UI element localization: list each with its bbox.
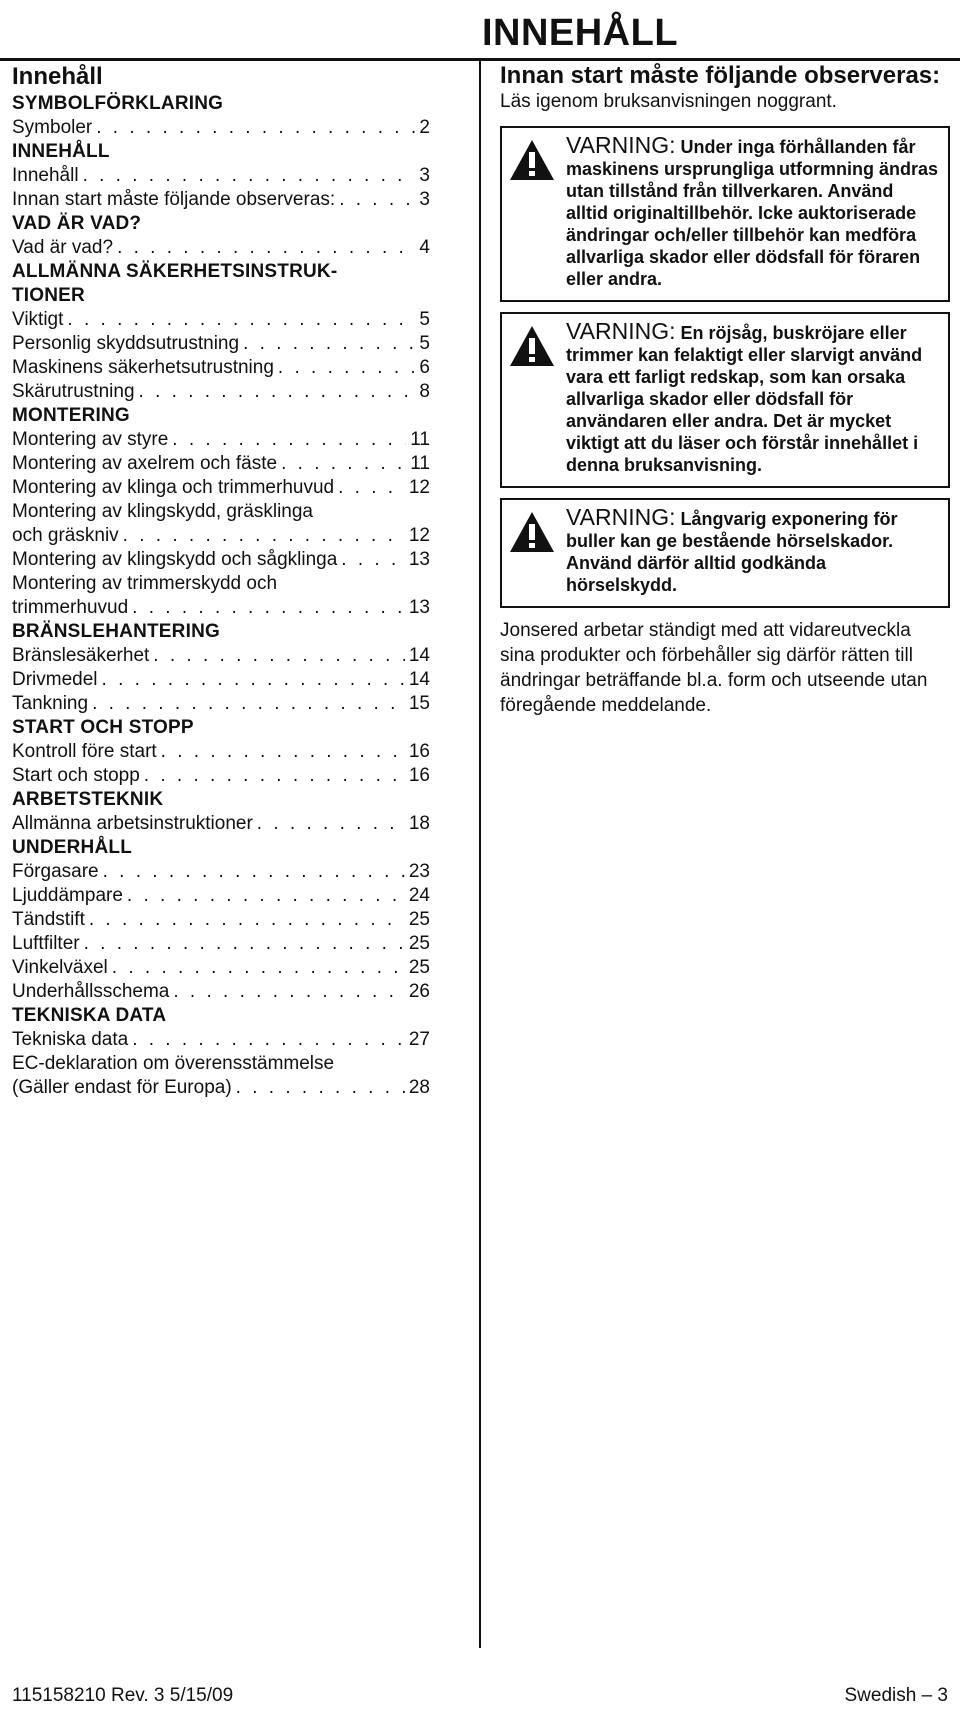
toc-entry-page: 18 [408,813,430,834]
toc-entry-page: 5 [419,333,430,354]
toc-entry-page: 2 [419,117,430,138]
toc-entry [12,164,430,188]
toc-leader-dots [89,908,405,932]
toc-entry [12,452,430,476]
toc-entry-page: 6 [419,357,430,378]
toc-entry [12,884,430,908]
warning-body: Under inga förhållanden får maskinens ursprungliga utformning ändras utan tillstånd från tillverkaren. Använd alltid originaltillbehör. Icke auktoriserade ändringar och/eller tillbehör kan medföra allvarliga skador eller dödsfall för föraren eller andra. [566,137,939,289]
toc-section-heading: INNEHÅLL [12,141,110,162]
warning-body: Långvarig exponering för buller kan ge bestående hörselskador. Använd därför alltid godkända hörselskydd. [566,509,898,595]
warning-label: VARNING: [566,318,676,344]
toc-entry-page: 27 [408,1029,430,1050]
toc-entry-page: 13 [408,549,430,570]
toc-entry [12,116,430,140]
toc-entry-title: Tekniska data [12,1029,129,1050]
toc-entry [12,476,430,500]
intro-heading: Innan start måste följande observeras: [500,62,941,89]
warning-box [500,126,950,302]
toc-entry-title: Montering av axelrem och fäste [12,453,278,474]
disclaimer-note: Jonsered arbetar ständigt med att vidareutveckla sina produkter och förbehåller sig därför rätten till ändringar beträffande bl.a. form och utseende utan föregående meddelande. [500,620,928,716]
toc-leader-dots [84,932,405,956]
toc-entry [12,644,430,668]
toc-entry-title: Innan start måste följande observeras: [12,189,336,210]
toc-leader-dots [339,188,415,212]
toc-section-heading: START OCH STOPP [12,717,194,738]
toc-entry [12,692,430,716]
toc-entry [12,596,430,620]
warning-triangle-icon [508,324,556,368]
toc-entry-title: Montering av styre [12,429,169,450]
toc-leader-dots [103,860,405,884]
toc-entry [12,860,430,884]
toc-leader-dots [132,1028,405,1052]
toc-entry [12,1028,430,1052]
warning-text [566,134,940,290]
toc-leader-dots [92,692,405,716]
toc-entry-title: Maskinens säkerhetsutrustning [12,357,274,378]
toc-entry [12,1076,430,1100]
toc-leader-dots [341,548,405,572]
toc-entry-title: och gräskniv [12,525,119,546]
toc-entry-line: EC-deklaration om överensstämmelse [12,1053,335,1074]
toc-entry-page: 12 [408,525,430,546]
toc-entry-page: 15 [408,693,430,714]
toc-entry-page: 14 [408,645,430,666]
toc-entry-title: Vad är vad? [12,237,114,258]
toc-leader-dots [257,812,405,836]
toc-entry [12,908,430,932]
toc-entry-page: 24 [408,885,430,906]
toc-entry [12,740,430,764]
right-column [500,62,950,718]
toc-section-heading: MONTERING [12,405,130,426]
toc-entry-title: Montering av klinga och trimmerhuvud [12,477,335,498]
toc-entry-title: Förgasare [12,861,99,882]
toc-leader-dots [173,980,405,1004]
toc-entry [12,764,430,788]
toc-entry [12,812,430,836]
toc-leader-dots [123,524,405,548]
toc-entry-page: 25 [408,957,430,978]
toc-entry-line: Montering av trimmerskydd och [12,573,278,594]
warning-body: En röjsåg, buskröjare eller trimmer kan felaktigt eller slarvigt använd vara ett farligt redskap, som kan orsaka allvarliga skador eller dödsfall för användaren eller andra. Det är mycket viktigt att du läser och förstår innehållet i denna bruksanvisning. [566,323,923,475]
column-divider [479,60,481,1648]
toc-entry [12,356,430,380]
toc-entry-title: Allmänna arbetsinstruktioner [12,813,253,834]
toc-entry-page: 4 [419,237,430,258]
toc-title: Innehåll [12,63,103,90]
toc-entry [12,332,430,356]
toc-entry-page: 26 [408,981,430,1002]
toc-entry-title: Symboler [12,117,93,138]
toc-leader-dots [281,452,406,476]
page-number: Swedish – 3 [844,1685,948,1706]
toc-entry-title: Personlig skyddsutrustning [12,333,240,354]
doc-number: 115158210 Rev. 3 5/15/09 [12,1685,234,1706]
warning-box [500,498,950,608]
toc-entry-title: Skärutrustning [12,381,135,402]
toc-leader-dots [243,332,415,356]
toc-entry-title: Underhållsschema [12,981,170,1002]
toc-section-heading: ARBETSTEKNIK [12,789,164,810]
toc-leader-dots [117,236,415,260]
toc-leader-dots [96,116,415,140]
warning-triangle-icon [508,138,556,182]
intro-text: Läs igenom bruksanvisningen noggrant. [500,91,837,112]
toc-leader-dots [338,476,405,500]
table-of-contents [12,62,430,1100]
warning-text [566,506,940,596]
toc-entry-page: 3 [419,189,430,210]
toc-leader-dots [278,356,416,380]
toc-entry-title: Tändstift [12,909,85,930]
warnings-list [500,126,950,608]
toc-entry-title: Innehåll [12,165,79,186]
toc-entry-page: 16 [408,765,430,786]
toc-entry-title: Montering av klingskydd och sågklinga [12,549,338,570]
toc-entry-page: 11 [410,453,430,474]
toc-section-heading: TEKNISKA DATA [12,1005,167,1026]
warning-label: VARNING: [566,504,676,530]
warning-triangle-icon [508,510,556,554]
toc-leader-dots [144,764,405,788]
toc-leader-dots [127,884,405,908]
toc-entry-page: 11 [410,429,430,450]
toc-leader-dots [172,428,406,452]
toc-entry [12,668,430,692]
toc-entry-title: Vinkelväxel [12,957,108,978]
toc-leader-dots [236,1076,405,1100]
toc-section-heading: VAD ÄR VAD? [12,213,142,234]
toc-leader-dots [161,740,405,764]
toc-entry-title: Kontroll före start [12,741,157,762]
toc-leader-dots [83,164,416,188]
toc-entry [12,308,430,332]
toc-entry-line: Montering av klingskydd, gräsklinga [12,501,313,522]
toc-section-heading: SYMBOLFÖRKLARING [12,93,224,114]
toc-entry [12,980,430,1004]
toc-entry [12,380,430,404]
toc-entry-title: Bränslesäkerhet [12,645,150,666]
toc-entry [12,188,430,212]
warning-label: VARNING: [566,132,676,158]
toc-entry-title: (Gäller endast för Europa) [12,1077,232,1098]
toc-entry-page: 25 [408,909,430,930]
toc-leader-dots [112,956,405,980]
toc-entry-page: 8 [419,381,430,402]
toc-leader-dots [139,380,416,404]
toc-entry-page: 12 [408,477,430,498]
toc-leader-dots [132,596,405,620]
toc-entry-title: Drivmedel [12,669,98,690]
toc-entry-title: Luftfilter [12,933,80,954]
toc-entry-title: Start och stopp [12,765,140,786]
toc-leader-dots [102,668,405,692]
toc-entry-page: 13 [408,597,430,618]
toc-entry-page: 14 [408,669,430,690]
toc-section-heading: TIONER [12,285,85,306]
warning-text [566,320,940,476]
toc-section-heading: UNDERHÅLL [12,837,133,858]
toc-entry-page: 5 [419,309,430,330]
toc-entry-title: Viktigt [12,309,64,330]
toc-entry [12,236,430,260]
toc-entry [12,548,430,572]
toc-entry-page: 16 [408,741,430,762]
toc-entry-title: Ljuddämpare [12,885,123,906]
toc-entry-page: 25 [408,933,430,954]
toc-entry-title: trimmerhuvud [12,597,129,618]
toc-entry [12,956,430,980]
page-title: INNEHÅLL [481,12,679,54]
toc-leader-dots [153,644,405,668]
toc-entry [12,428,430,452]
toc-leader-dots [67,308,415,332]
toc-entry [12,932,430,956]
toc-entry-page: 28 [408,1077,430,1098]
toc-entry [12,524,430,548]
toc-section-heading: ALLMÄNNA SÄKERHETSINSTRUK- [12,261,338,282]
warning-box [500,312,950,488]
toc-entry-page: 3 [419,165,430,186]
toc-entry-page: 23 [408,861,430,882]
toc-section-heading: BRÄNSLEHANTERING [12,621,220,642]
toc-entry-title: Tankning [12,693,89,714]
